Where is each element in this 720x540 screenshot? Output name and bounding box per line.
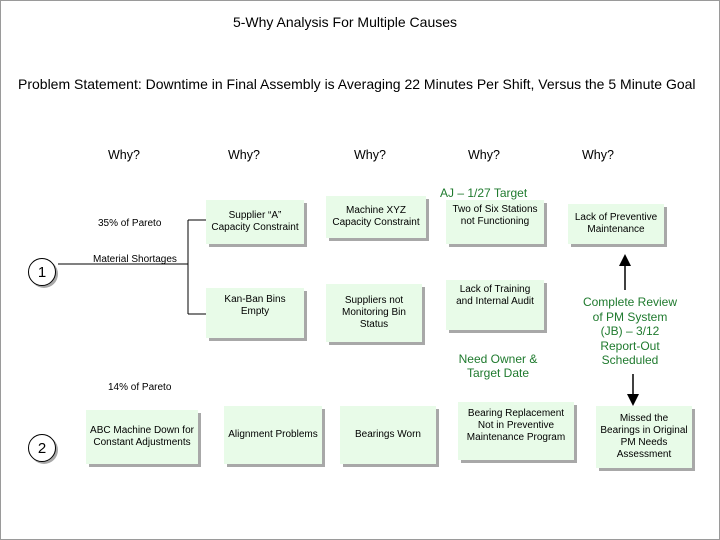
- why-header-5: Why?: [582, 148, 614, 162]
- need-owner-note: Need Owner & Target Date: [458, 352, 538, 380]
- box-two-of-six: Two of Six Stations not Functioning: [446, 200, 544, 244]
- box-lack-training: Lack of Training and Internal Audit: [446, 280, 544, 330]
- box-suppliers-not-monitoring: Suppliers not Monitoring Bin Status: [326, 284, 422, 342]
- box-bearing-replacement: Bearing Replacement Not in Preventive Maintenance Program: [458, 402, 574, 460]
- cause-number-2: 2: [28, 434, 56, 462]
- box-kanban-empty: Kan-Ban Bins Empty: [206, 288, 304, 338]
- box-bearings-worn: Bearings Worn: [340, 406, 436, 464]
- why-header-1: Why?: [108, 148, 140, 162]
- box-machine-xyz: Machine XYZ Capacity Constraint: [326, 196, 426, 238]
- cause-number-1: 1: [28, 258, 56, 286]
- why-header-4: Why?: [468, 148, 500, 162]
- why-header-2: Why?: [228, 148, 260, 162]
- box-abc-machine-down: ABC Machine Down for Constant Adjustments: [86, 410, 198, 464]
- complete-review-note: Complete Review of PM System (JB) – 3/12 Report-Out Scheduled: [582, 295, 678, 367]
- pareto-label-1: 35% of Pareto: [98, 218, 162, 229]
- box-alignment-problems: Alignment Problems: [224, 406, 322, 464]
- target-note: AJ – 1/27 Target: [440, 186, 528, 200]
- why-header-3: Why?: [354, 148, 386, 162]
- box-lack-pm: Lack of Preventive Maintenance: [568, 204, 664, 244]
- pareto-label-2: 14% of Pareto: [108, 382, 172, 393]
- box-supplier-capacity: Supplier “A” Capacity Constraint: [206, 200, 304, 244]
- box-missed-bearings: Missed the Bearings in Original PM Needs Assessment: [596, 406, 692, 468]
- cause-label-1: Material Shortages: [93, 254, 177, 265]
- problem-statement: Problem Statement: Downtime in Final Assembly is Averaging 22 Minutes Per Shift, Versus the 5 Minute Goal: [18, 76, 696, 92]
- page-title: 5-Why Analysis For Multiple Causes: [232, 14, 458, 30]
